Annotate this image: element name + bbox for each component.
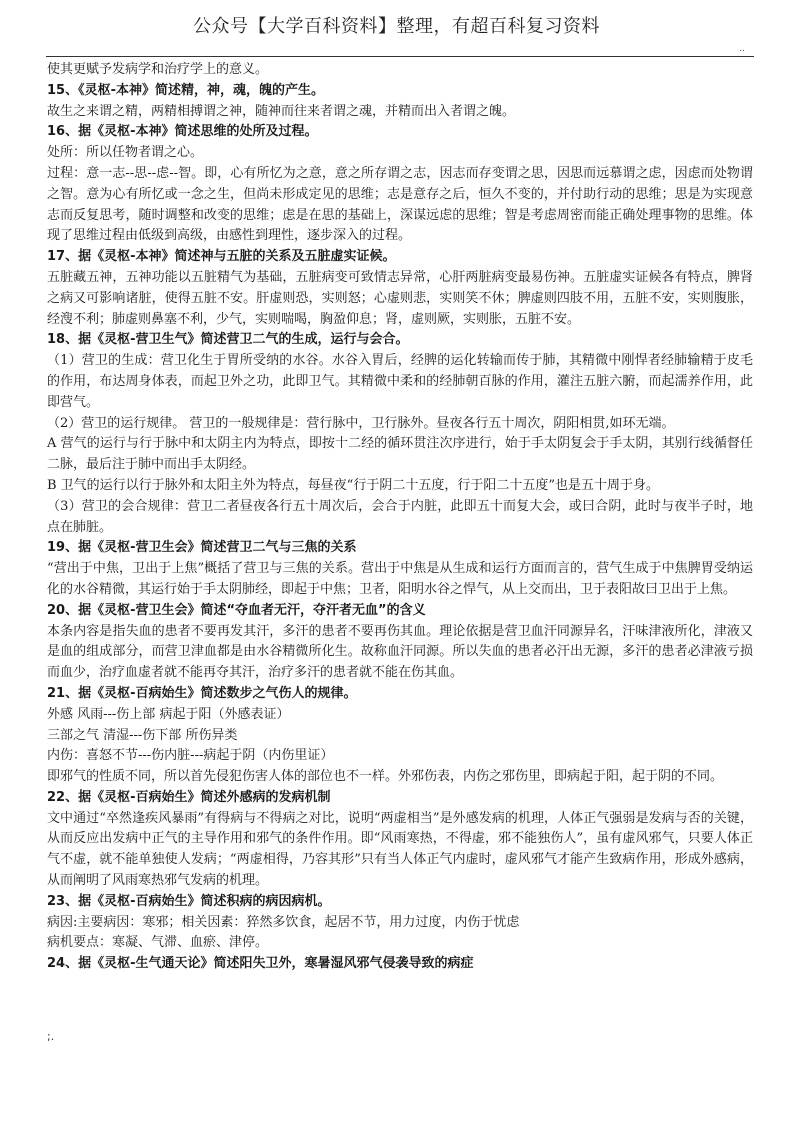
paragraph: 本条内容是指失血的患者不要再发其汗，多汗的患者不要再伤其血。理论依据是营卫血汗同源异名，汗味津液所化，津液又是血的组成部分，而营卫津血都是由水谷精微所化生。故称血汗同源。所以失血的患者必汗出无源，多汗的患者必津液亏损而血少，治疗血虚者就不能再夺其汗，治疗多汗的患者就不能在伤其血。 bbox=[47, 623, 753, 681]
paragraph: 病因:主要病因：寒邪；相关因素：猝然多饮食，起居不节，用力过度，内伤于忧虑 bbox=[47, 914, 520, 930]
section-heading: 16、据《灵枢-本神》简述思维的处所及过程。 bbox=[47, 124, 318, 140]
paragraph: 处所：所以任物者谓之心。 bbox=[47, 145, 204, 161]
section-heading: 21、据《灵枢-百病始生》简述数步之气伤人的规律。 bbox=[47, 685, 357, 701]
paragraph: 文中通过“卒然逢疾风暴雨”有得病与不得病之对比，说明“两虚相当”是外感发病的机理，人体正气强弱是发病与否的关键，从而反应出发病中正气的主导作用和邪气的条件作用。即“风雨寒热，不得虚，邪不能独伤人”，虽有虚风邪气，只要人体正气不虚，就不能单独使人发病；“两虚相得，乃容其形”只有当人体正气内虚时，虚风邪气才能产生致病作用，形成外感病，从而阐明了风雨寒热邪气发病的机理。 bbox=[47, 810, 753, 889]
paragraph: A 营气的运行与行于脉中和太阴主内为特点，即按十二经的循环贯注次序进行，始于手太阴复会于手太阴，其别行线循督任二脉，最后注于肺中而出手太阴经。 bbox=[47, 436, 753, 473]
paragraph: 使其更赋予发病学和治疗学上的意义。 bbox=[47, 62, 269, 77]
paragraph: 五脏藏五神，五神功能以五脏精气为基础，五脏病变可致情志异常，心肝两脏病变最易伤神。五脏虚实证候各有特点，脾肾之病又可影响诸脏，使得五脏不安。肝虚则恐，实则怒；心虚则悲，实则笑不休；脾虚则四肢不用，五脏不安，实则腹胀，经溲不利；肺虚则鼻塞不利，少气，实则喘喝，胸盈仰息；肾，虚则厥，实则胀，五脏不安。 bbox=[47, 269, 753, 327]
paragraph: 过程：意一志--思--虑--智。即，心有所忆为之意，意之所存谓之志，因志而存变谓之思，因思而远慕谓之虑，因虑而处物谓之智。意为心有所忆或一念之生，但尚未形成定见的思维；志是意存之后，恒久不变的，并付助行动的思维；思是为实现意志而反复思考，随时调整和改变的思维；虑是在思的基础上，深谋远虑的思维；智是考虑周密而能正确处理事物的思维。体现了思维过程由低级到高级，由感性到理性，逐步深入的过程。 bbox=[47, 165, 753, 244]
document-body bbox=[47, 60, 753, 975]
paragraph: （1）营卫的生成：营卫化生于胃所受纳的水谷。水谷入胃后，经脾的运化转输而传于肺，其精微中刚悍者经肺输精于皮毛的作用，布达周身体表，而起卫外之功，此即卫气。其精微中柔和的经肺朝百脉的作用，灌注五脏六腑，而起濡养作用，此即营气。 bbox=[47, 353, 753, 410]
paragraph: 外感 风雨---伤上部 病起于阳（外感表证） bbox=[47, 706, 290, 722]
header-rule bbox=[46, 56, 754, 57]
header-dots: .. bbox=[739, 44, 745, 54]
paragraph: 三部之气 清湿---伤下部 所伤异类 bbox=[47, 727, 238, 743]
section-heading: 17、据《灵枢-本神》简述神与五脏的关系及五脏虚实证候。 bbox=[47, 249, 396, 265]
page-header: 公众号【大学百科资料】整理，有超百科复习资料 bbox=[193, 16, 600, 37]
paragraph: “营出于中焦，卫出于上焦”概括了营卫与三焦的关系。营出于中焦是从生成和运行方面而言的，营气生成于中焦脾胃受纳运化的水谷精微，其运行始于手太阴肺经，即起于中焦；卫者，阳明水谷之悍气，从上交而出，卫于表阳故曰卫出于上焦。 bbox=[47, 561, 753, 597]
section-heading: 23、据《灵枢-百病始生》简述积病的病因病机。 bbox=[47, 893, 331, 909]
paragraph: （2）营卫的运行规律。 营卫的一般规律是：营行脉中，卫行脉外。昼夜各行五十周次，阴阳相贯,如环无端。 bbox=[47, 415, 675, 431]
paragraph: 病机要点：寒凝、气滞、血瘀、津停。 bbox=[47, 935, 269, 951]
section-heading: 18、据《灵枢-营卫生气》简述营卫二气的生成，运行与会合。 bbox=[47, 332, 409, 348]
section-heading: 20、据《灵枢-营卫生会》简述“夺血者无汗，夺汗者无血”的含义 bbox=[47, 602, 426, 618]
paragraph: 故生之来谓之精，两精相搏谓之神，随神而往来者谓之魂，并精而出入者谓之魄。 bbox=[47, 103, 516, 119]
paragraph: 内伤：喜怒不节---伤内脏---病起于阴（内伤里证） bbox=[47, 748, 334, 764]
paragraph: B 卫气的运行以行于脉外和太阳主外为特点，每昼夜“行于阴二十五度，行于阳二十五度”也是五十周于身。 bbox=[47, 477, 659, 493]
section-heading: 24、据《灵枢-生气通天论》简述阳失卫外，寒暑湿风邪气侵袭导致的病症 bbox=[47, 956, 474, 972]
section-heading: 19、据《灵枢-营卫生会》简述营卫二气与三焦的关系 bbox=[47, 540, 357, 556]
footer-mark: ;. bbox=[47, 1030, 55, 1043]
section-heading: 22、据《灵枢-百病始生》简述外感病的发病机制 bbox=[47, 789, 331, 805]
paragraph: （3）营卫的会合规律：营卫二者昼夜各行五十周次后，会合于内脏，此即五十而复大会，或曰合阴，此时与夜半子时，地点在肺脏。 bbox=[47, 498, 753, 535]
section-heading: 15、《灵枢-本神》简述精，神，魂，魄的产生。 bbox=[47, 82, 324, 98]
paragraph: 即邪气的性质不同，所以首先侵犯伤害人体的部位也不一样。外邪伤表，内伤之邪伤里，即病起于阳，起于阴的不同。 bbox=[47, 769, 724, 785]
